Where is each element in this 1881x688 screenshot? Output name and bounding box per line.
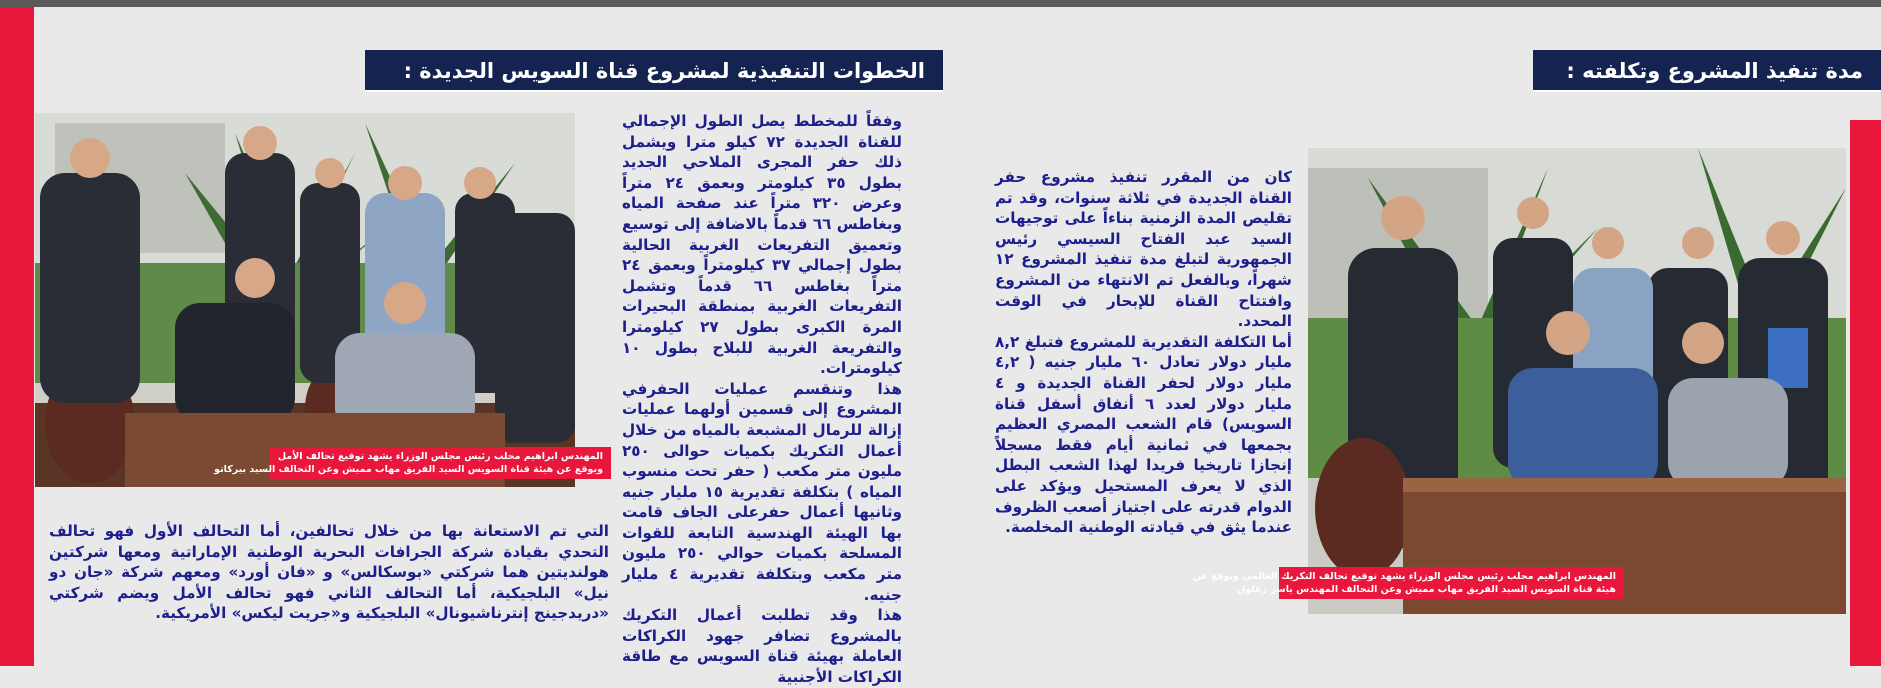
caption-line-2: ويوقع عن هيئة قناة السويس السيد الفريق مهاب مميش وعن التحالف السيد بيركاتو [214,464,603,475]
paragraph-dredging-efforts: هذا وقد تطلبت أعمال التكريك بالمشروع تضافر جهود الكراكات العاملة بهيئة قناة السويس مع طاقة الكراكات الأجنبية [622,606,902,687]
photo-signing-dredging-alliance [1308,148,1846,614]
paragraph-project-cost: أما التكلفة التقديرية للمشروع فتبلغ ٨,٢ مليار دولار تعادل ٦٠ مليار جنيه ( ٤,٢ مليار دولار لحفر القناة الجديدة و ٤ مليار دولار لعدد ٦ أنفاق أسفل قناة السويس) قام الشعب المصري العظيم بجمعها في ثمانية أيام فقط مسجلاً إنجازا تاريخيا فريدا لهذا الشعب البطل الذي لا يعرف المستحيل ويؤكد على الدوام قدرته على اجتياز أصعب الظروف عندما يثق في قيادته الوطنية المخلصة. [995,332,1292,537]
article-column-bottom-left [49,521,609,624]
caption-line-1: المهندس ابراهيم محلب رئيس مجلس الوزراء يشهد توقيع تحالف الأمل [277,451,603,462]
section-heading-executive-steps: الخطوات التنفيذية لمشروع قناة السويس الجديدة : [365,50,943,92]
photo-caption-dredging-alliance [1192,567,1624,599]
section-heading-duration-cost: مدة تنفيذ المشروع وتكلفته : [1533,50,1881,92]
paragraph-excavation-works: هذا وتنقسم عمليات الحفرفي المشروع إلى قسمين أولهما عمليات إزالة للرمال المشبعة بالمياه من خلال أعمال التكريك بكميات حوالى ٢٥٠ مليون متر مكعب ( حفر تحت منسوب المياه ) بتكلفة تقديرية ١٥ مليار جنيه وثانيها أعمال حفرعلى الجاف قامت بها الهيئة الهندسية التابعة للقوات المسلحة بكميات حوالي ٢٥٠ مليون متر مكعب وبتكلفة تقديرية ٤ مليار جنيه. [622,379,903,604]
photo-signing-hope-alliance [35,113,575,487]
article-column-middle [622,111,902,688]
paragraph-project-duration: كان من المقرر تنفيذ مشروع حفر القناة الجديدة في ثلاثة سنوات، وقد تم تقليص المدة الزمنية بناءاً على توجيهات السيد عبد الفتاح السيسي رئيس الجمهورية لتبلغ مدة تنفيذ المشروع ١٢ شهراً، وبالفعل تم الانتهاء من المشروع وافتتاح القناة للإبحار في الوقت المحدد. [995,168,1292,331]
caption-line-2: هيئة قناة السويس السيد الفريق مهاب مميش وعن التحالف المهندس ياسر زغلول [1237,584,1616,595]
paragraph-canal-length: وفقاً للمخطط يصل الطول الإجمالي للقناة الجديدة ٧٢ كيلو مترا ويشمل ذلك حفر المجرى الملاحي الجديد بطول ٣٥ كيلومتر وبعمق ٢٤ متراً وعرض ٣٢٠ متراً عند صفحة المياه وبغاطس ٦٦ قدماً بالاضافة إلى توسيع وتعميق التفريعات الغربية الحالية بطول إجمالي ٣٧ كيلومتراً وبعمق ٢٤ متراً بغاطس ٦٦ قدماً وتشمل التفريعات الغربية بمنطقة البحيرات المرة الكبرى بطول ٢٧ كيلومترا والتفريعة الغربية للبلاح بطول ١٠ كيلومترات. [622,112,903,378]
caption-line-1: المهندس ابراهيم محلب رئيس مجلس الوزراء يشهد توقيع تحالف التكريك العالمي ويوقع عن [1192,571,1616,582]
photo-caption-hope-alliance [214,447,611,479]
top-edge-bar [0,0,1881,7]
right-red-margin-bar [1850,120,1881,666]
article-column-right [995,167,1292,538]
paragraph-alliances: التي تم الاستعانة بها من خلال تحالفين، أما التحالف الأول فهو تحالف التحدي بقيادة شركة الجرافات البحرية الوطنية الإماراتية ومعها شركتين هولنديتين هما شركتي «بوسكالس» و «فان أورد» ومعهم شركة «جان دو نيل» البلجيكية، أما التحالف الثاني فهو تحالف الأمل ويضم شركتي «دريدجينج إنترناشيونال» البلجيكية و«جريت ليكس» الأمريكية. [49,522,609,623]
left-red-margin-bar [0,7,34,666]
